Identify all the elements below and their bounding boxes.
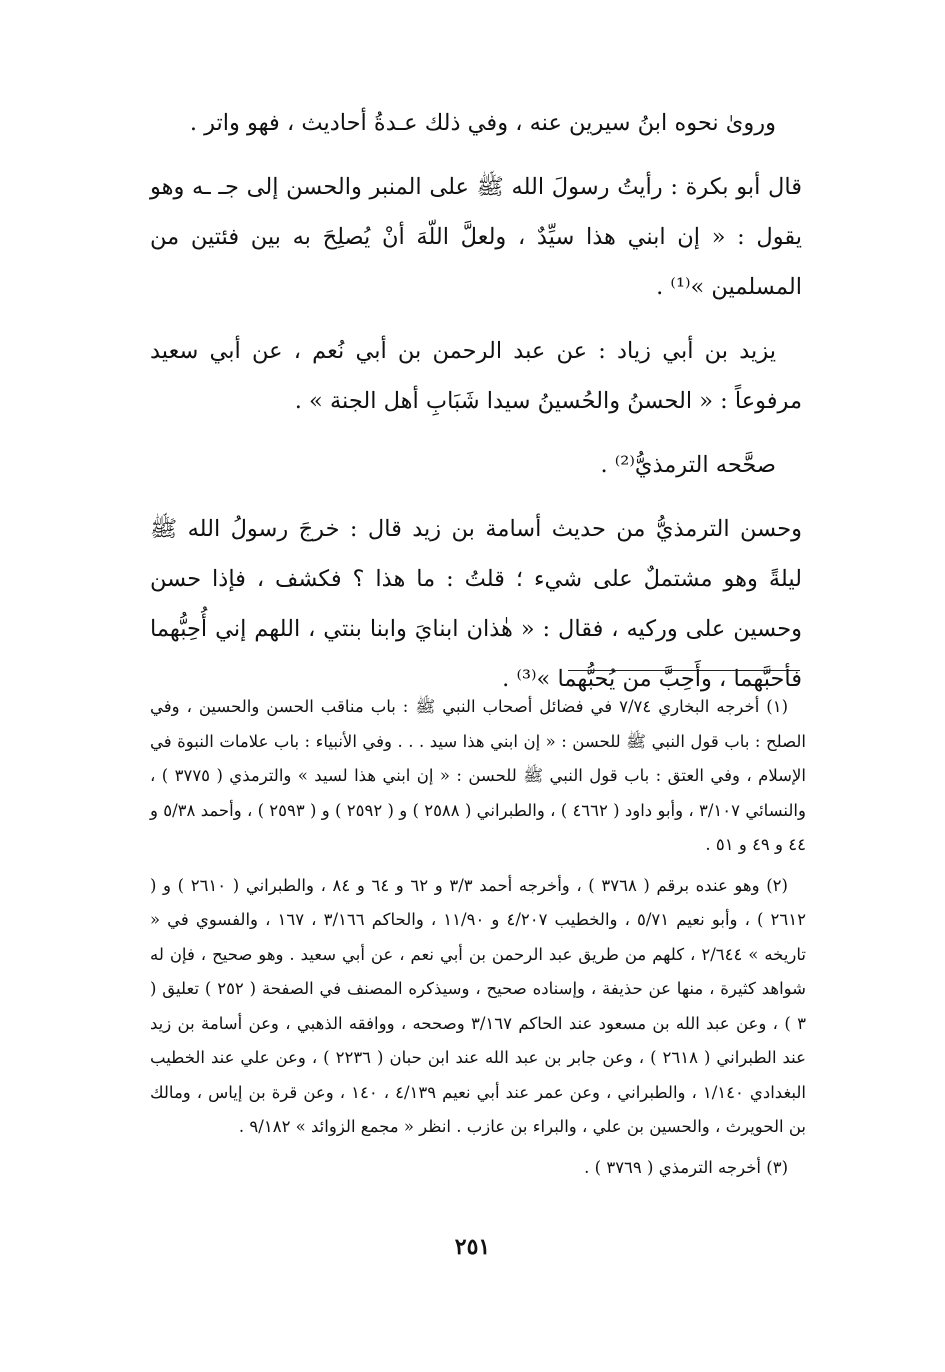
footnote-1: (١) أخرجه البخاري ٧/٧٤ في فضائل أصحاب النبي ﷺ : باب مناقب الحسن والحسين ، وفي الصلح : باب قول النبي ﷺ للحسن : « إن ابني هذا سيد . . . وفي الأنبياء : باب علامات النبوة في الإسلام ، وفي العتق : باب قول النبي ﷺ للحسن : « إن ابني هذا لسيد » والترمذي ( ٣٧٧٥ ) ، والنسائي ٣/١٠٧ ، وأبو داود ( ٤٦٦٢ ) ، والطبراني ( ٢٥٨٨ ) و ( ٢٥٩٢ ) و ( ٢٥٩٣ ) ، وأحمد ٥/٣٨ و ٤٤ و ٤٩ و ٥١ . [150, 697, 806, 854]
paragraph-5: وحسن الترمذيُّ من حديث أسامة بن زيد قال : خرجَ رسولُ الله ﷺ ليلةً وهو مشتملٌ على شيء ؛ قلتُ : ما هذا ؟ فكشف ، فإذا حسن وحسين على وركيه ، فقال : « هٰذان ابنايَ وابنا بنتي ، اللهم إني أُحِبُّهما فأحبَّهما ، وأَحِبَّ من يُحبُّهما »⁽³⁾ . [150, 516, 802, 692]
footnote-2: (٢) وهو عنده برقم ( ٣٧٦٨ ) ، وأخرجه أحمد ٣/٣ و ٦٢ و ٦٤ و ٨٤ ، والطبراني ( ٢٦١٠ ) و ( ٢٦١٢ ) ، وأبو نعيم ٥/٧١ ، والخطيب ٤/٢٠٧ و ١١/٩٠ ، والحاكم ٣/١٦٦ ، ١٦٧ ، والفسوي في « تاريخه » ٢/٦٤٤ ، كلهم من طريق عبد الرحمن بن أبي نعم ، عن أبي سعيد . وهو صحيح ، فإن له شواهد كثيرة ، منها عن حذيفة ، وإسناده صحيح ، وسيذكره المصنف في الصفحة ( ٢٥٢ ) تعليق ( ٣ ) ، وعن عبد الله بن مسعود عند الحاكم ٣/١٦٧ وصححه ، ووافقه الذهبي ، وعن أسامة بن زيد عند الطبراني ( ٢٦١٨ ) ، وعن جابر بن عبد الله عند ابن حبان ( ٢٢٣٦ ) ، وعن علي عند الخطيب البغدادي ١/١٤٠ ، والطبراني ، وعن عمر عند أبي نعيم ٤/١٣٩ ، ١٤٠ ، وعن قرة بن إياس ، ومالك بن الحويرث ، والحسين بن علي ، والبراء بن عازب . انظر « مجمع الزوائد » ٩/١٨٢ . [150, 875, 807, 1136]
paragraph-3: يزيد بن أبي زياد : عن عبد الرحمن بن أبي نُعم ، عن أبي سعيد مرفوعاً : « الحسنُ والحُسينُ سيدا شَبَابِ أهل الجنة » . [150, 338, 802, 414]
footnote-separator [568, 670, 800, 671]
paragraph-4: صحَّحه الترمذيُّ⁽²⁾ . [600, 452, 776, 478]
footnote-3: (٣) أخرجه الترمذي ( ٣٧٦٩ ) . [584, 1157, 788, 1177]
page-number: ٢٥١ [454, 1234, 491, 1260]
main-text [150, 98, 802, 718]
footnotes [150, 690, 806, 1191]
paragraph-2: قال أبو بكرة : رأيتُ رسولَ الله ﷺ على المنبر والحسن إلى جـ ـه وهو يقول : « إن ابني هذا سيِّدٌ ، ولعلَّ اللّهَ أنْ يُصلِحَ به بين فئتين من المسلمين »⁽¹⁾ . [150, 174, 802, 300]
paragraph-1: ورویٰ نحوه ابنُ سيرين عنه ، وفي ذلك عـدةُ أحاديث ، فهو واتر . [189, 110, 776, 136]
